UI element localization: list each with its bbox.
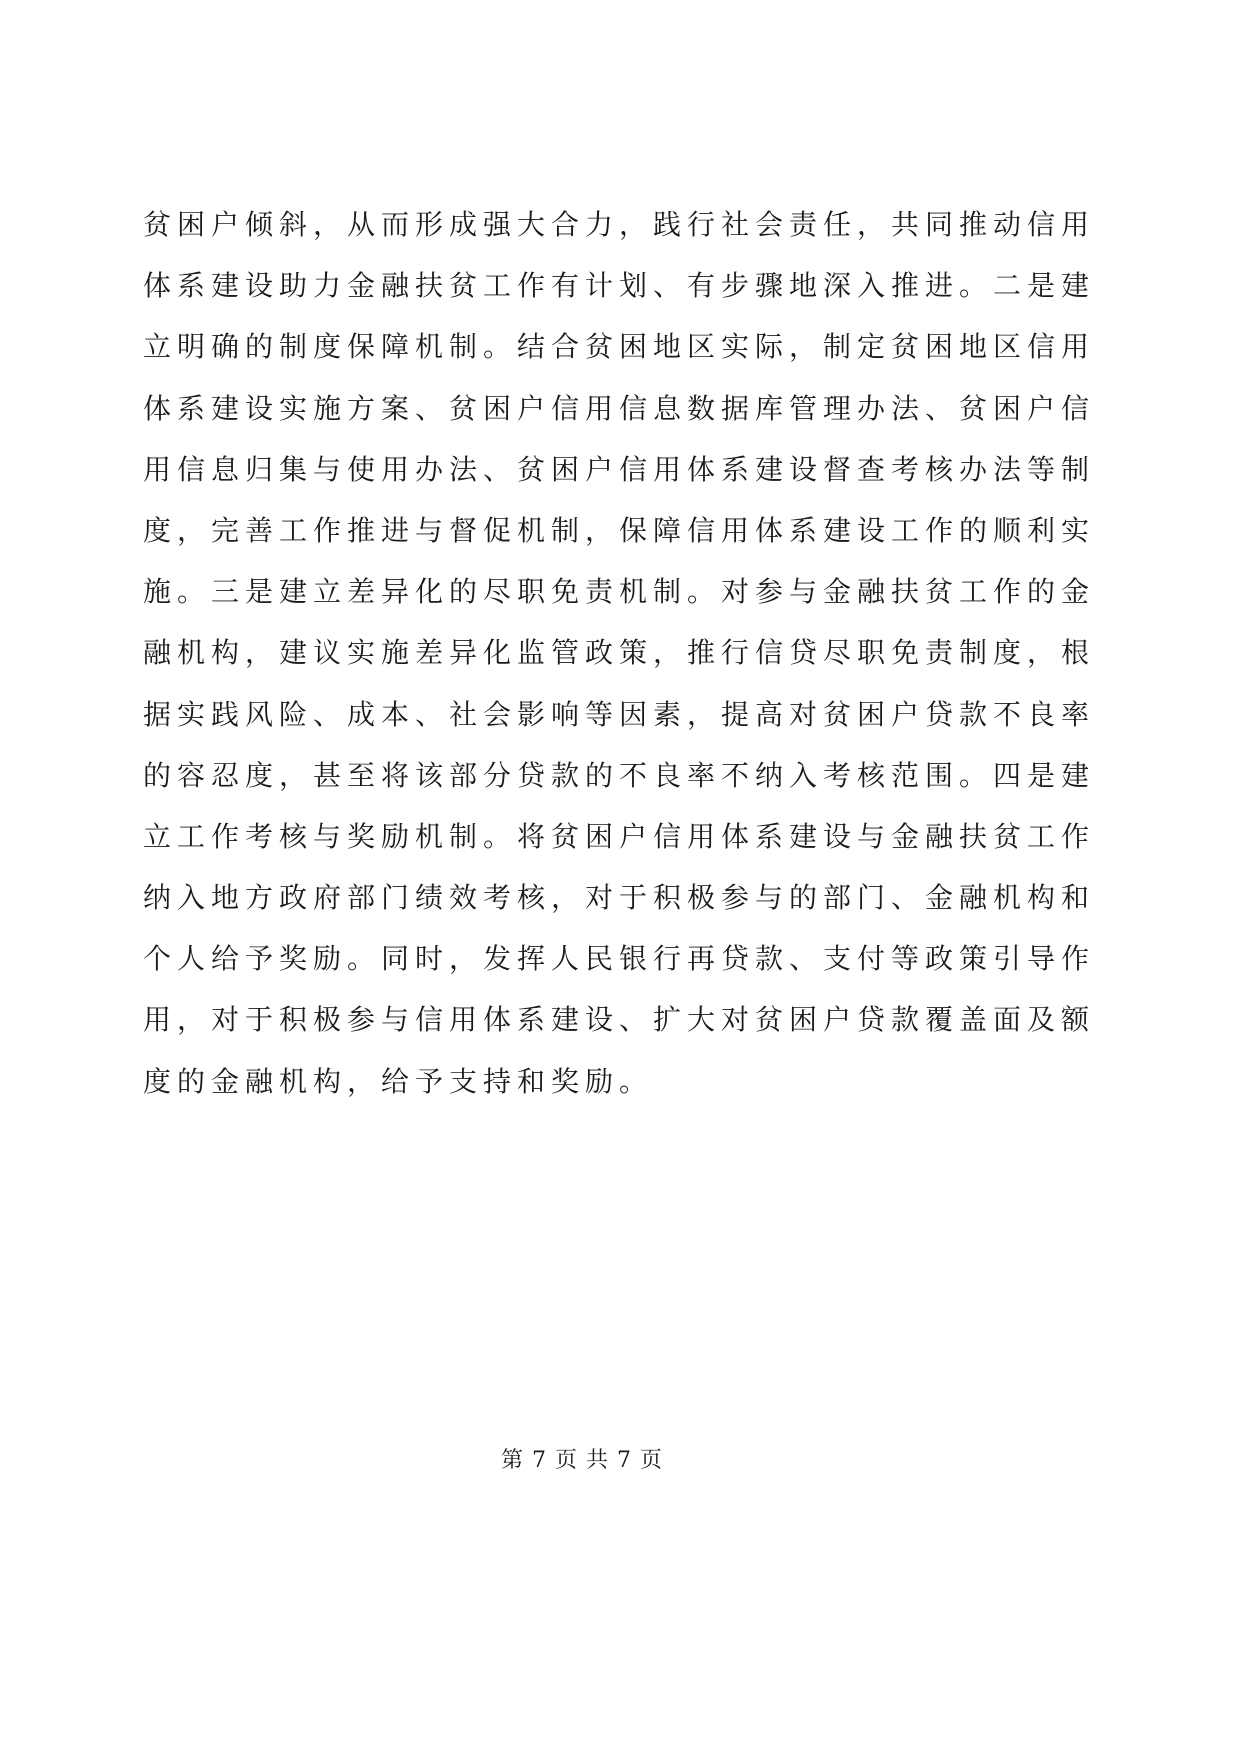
text-line: 用信息归集与使用办法、贫困户信用体系建设督查考核办法等制 (143, 452, 1096, 486)
text-line: 据实践风险、成本、社会影响等因素，提高对贫困户贷款不良率 (143, 697, 1096, 731)
text-line: 施。三是建立差异化的尽职免责机制。对参与金融扶贫工作的金 (143, 575, 1096, 609)
text-line: 个人给予奖励。同时，发挥人民银行再贷款、支付等政策引导作 (143, 942, 1096, 976)
text-line: 纳入地方政府部门绩效考核，对于积极参与的部门、金融机构和 (143, 881, 1096, 915)
text-line: 贫困户倾斜，从而形成强大合力，践行社会责任，共同推动信用 (143, 208, 1096, 241)
page-footer (0, 1446, 1164, 1476)
text-line: 度的金融机构，给予支持和奖励。 (143, 1064, 654, 1098)
text-line: 立工作考核与奖励机制。将贫困户信用体系建设与金融扶贫工作 (143, 819, 1096, 853)
text-line: 体系建设实施方案、贫困户信用信息数据库管理办法、贫困户信 (143, 391, 1096, 425)
text-line: 融机构，建议实施差异化监管政策，推行信贷尽职免责制度，根 (143, 636, 1096, 670)
body-paragraph (143, 194, 1103, 1112)
text-line: 度，完善工作推进与督促机制，保障信用体系建设工作的顺利实 (143, 513, 1096, 547)
text-line: 体系建设助力金融扶贫工作有计划、有步骤地深入推进。二是建 (143, 269, 1096, 303)
text-line: 的容忍度，甚至将该部分贷款的不良率不纳入考核范围。四是建 (143, 758, 1096, 792)
text-line: 立明确的制度保障机制。结合贫困地区实际，制定贫困地区信用 (143, 330, 1096, 364)
text-line: 用，对于积极参与信用体系建设、扩大对贫困户贷款覆盖面及额 (143, 1003, 1096, 1037)
page-number-label: 第 7 页 共 7 页 (501, 1448, 663, 1473)
